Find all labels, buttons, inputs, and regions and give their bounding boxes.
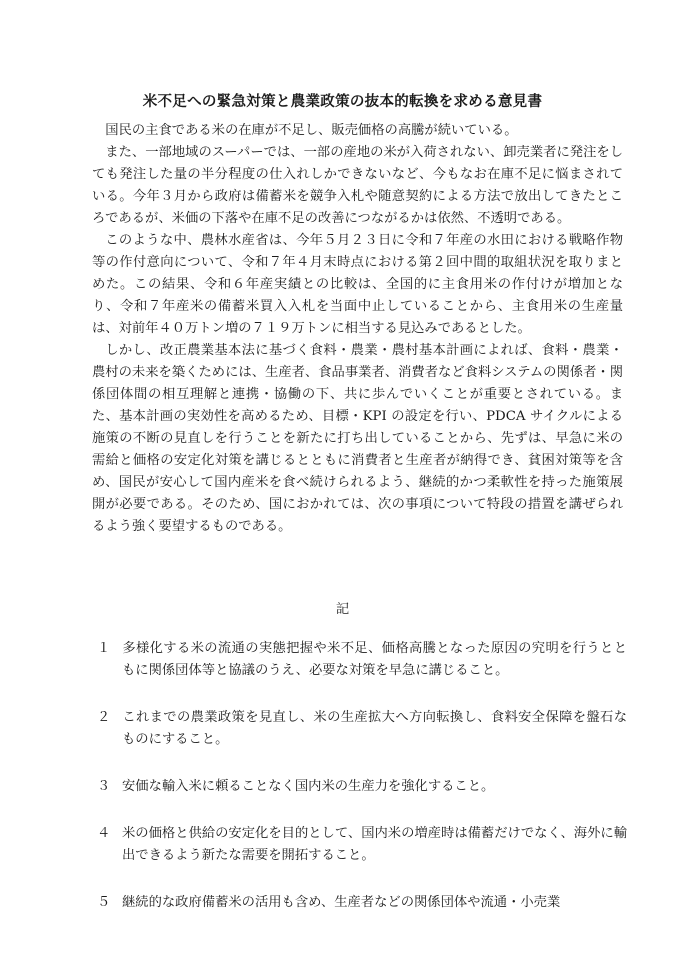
- request-item: [97, 823, 627, 867]
- item-number: ３: [97, 779, 111, 794]
- document-title: 米不足への緊急対策と農業政策の抜本的転換を求める意見書: [142, 93, 543, 110]
- item-number: １: [97, 641, 111, 656]
- item-text: 多様化する米の流通の実態把握や米不足、価格高騰となった原因の究明を行うとともに関係団体等と協議のうえ、必要な対策を早急に講じること。: [122, 641, 627, 678]
- paragraph: しかし、改正農業基本法に基づく食料・農業・農村基本計画によれば、食料・農業・農村の未来を築くためには、生産者、食品事業者、消費者など食料システムの関係者・関係団体間の相互理解と連携・協働の下、共に歩んでいくことが重要とされている。また、基本計画の実効性を高めるため、目標・KPI の設定を行い、PDCA サイクルによる施策の不断の見直しを行うことを新たに打ち出していることから、先ずは、早急に米の需給と価格の安定化対策を講じるとともに消費者と生産者が納得でき、貧困対策等を含め、国民が安心して国内産米を食べ続けられるよう、継続的かつ柔軟性を持った施策展開が必要である。そのため、国におかれては、次の事項について特段の措置を講ぜられるよう強く要望するものである。: [92, 343, 623, 534]
- paragraph: 国民の主食である米の在庫が不足し、販売価格の高騰が続いている。: [105, 123, 518, 138]
- item-number: ４: [97, 826, 111, 841]
- item-number: ２: [97, 710, 111, 725]
- request-item: [97, 892, 627, 914]
- item-text: 継続的な政府備蓄米の活用も含め、生産者などの関係団体や流通・小売業: [122, 895, 561, 910]
- paragraph: このような中、農林水産省は、今年５月２３日に令和７年産の水田における戦略作物等の作付意向について、令和７年４月末時点における第２回中間的取組状況を取りまとめた。この結果、令和６年産実績との比較は、全国的に主食用米の作付けが増加となり、令和７年産米の備蓄米買入入札を当面中止していることから、主食用米の生産量は、対前年４０万トン増の７１９万トンに相当する見込みであるとした。: [92, 233, 623, 336]
- request-item: [97, 776, 627, 798]
- paragraph: また、一部地域のスーパーでは、一部の産地の米が入荷されない、卸売業者に発注をしても発注した量の半分程度の仕入れしかできないなど、今もなお在庫不足に悩まされている。今年３月から政府は備蓄米を競争入札や随意契約による方法で放出してきたところであるが、米価の下落や在庫不足の改善につながるかは依然、不透明である。: [92, 145, 623, 226]
- item-text: 安価な輸入米に頼ることなく国内米の生産力を強化すること。: [122, 779, 495, 794]
- item-text: 米の価格と供給の安定化を目的として、国内米の増産時は備蓄だけでなく、海外に輸出できるよう新たな需要を開拓すること。: [122, 826, 627, 863]
- item-number: ５: [97, 895, 111, 910]
- request-items-list: [97, 638, 627, 939]
- request-item: [97, 638, 627, 682]
- item-text: これまでの農業政策を見直し、米の生産拡大へ方向転換し、食料安全保障を盤石なものにすること。: [122, 710, 627, 747]
- request-item: [97, 707, 627, 751]
- ki-heading: 記: [335, 602, 350, 617]
- document-body: [92, 120, 623, 538]
